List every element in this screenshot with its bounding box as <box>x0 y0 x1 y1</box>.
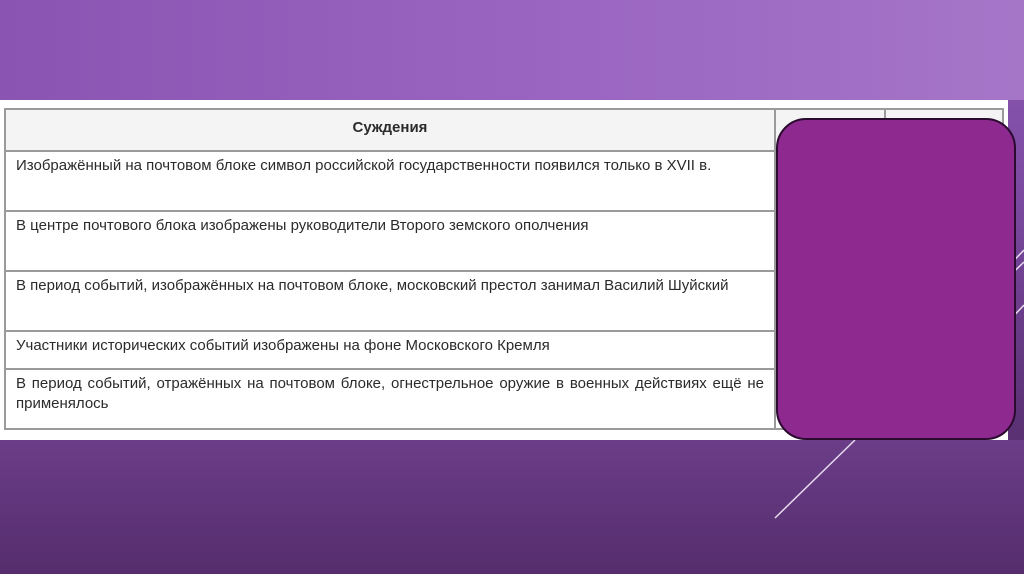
statement-cell: В центре почтового блока изображены руководители Второго земского ополчения <box>5 211 775 271</box>
slide-bottom-band <box>0 440 1024 574</box>
statement-cell: В период событий, отражённых на почтовом блоке, огнестрельное оружие в военных действиях ещё не применялось <box>5 369 775 429</box>
answer-cover-shape[interactable] <box>776 118 1016 440</box>
statement-cell: Изображённый на почтовом блоке символ российской государственности появился только в XVII в. <box>5 151 775 211</box>
slide-top-band <box>0 0 1024 100</box>
column-header-statements: Суждения <box>5 109 775 151</box>
statement-cell: В период событий, изображённых на почтовом блоке, московский престол занимал Василий Шуйский <box>5 271 775 331</box>
statement-cell: Участники исторических событий изображены на фоне Московского Кремля <box>5 331 775 369</box>
